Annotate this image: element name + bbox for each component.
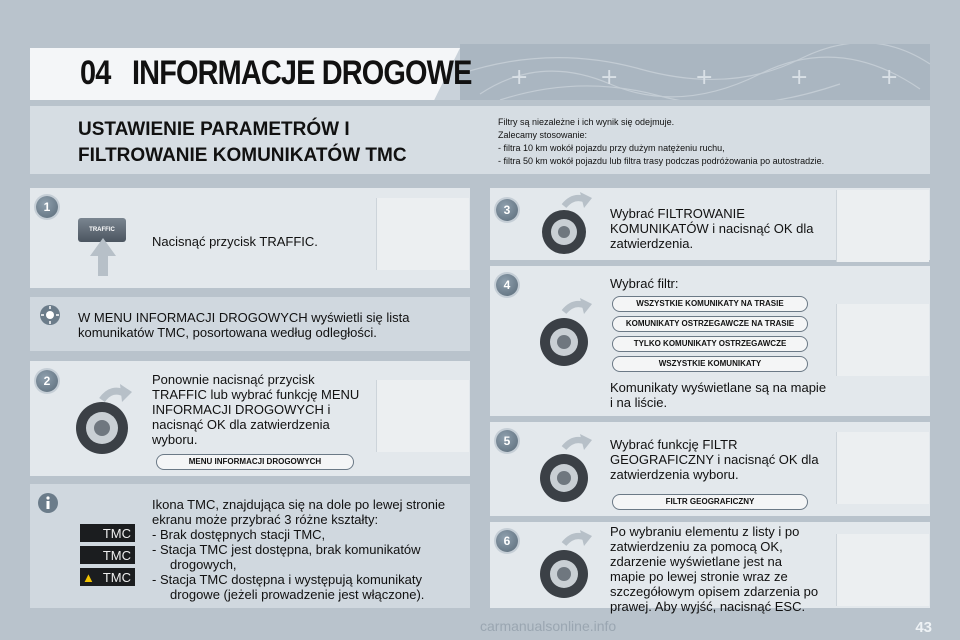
radio-device-illustration <box>376 380 469 452</box>
ok-knob-icon <box>534 190 594 258</box>
text-line: KOMUNIKATÓW i nacisnąć OK dla <box>610 221 814 236</box>
filter-option-pill[interactable]: WSZYSTKIE KOMUNIKATY <box>612 356 808 372</box>
ok-knob-icon <box>534 294 594 370</box>
info-text <box>152 497 462 602</box>
step-3-text <box>610 206 813 251</box>
step-2-text <box>152 372 359 447</box>
step-number-badge: 5 <box>496 430 518 452</box>
svg-text:+: + <box>510 65 529 90</box>
chapter-number: 04 <box>80 54 111 92</box>
subtitle-line: FILTROWANIE KOMUNIKATÓW TMC <box>78 145 407 166</box>
text-line: GEOGRAFICZNY i nacisnąć OK dla <box>610 452 819 467</box>
text-line: szczegółowym opisem zdarzenia po <box>610 584 819 599</box>
tmc-warning-icon <box>80 568 135 586</box>
text-line: zatwierdzeniu za pomocą OK, <box>610 539 783 554</box>
radio-device-illustration <box>836 534 929 606</box>
svg-text:+: + <box>695 65 714 90</box>
bullet-line: - Stacja TMC dostępna i występują komunikaty <box>152 572 422 587</box>
text-line: Komunikaty wyświetlane są na mapie <box>610 380 827 395</box>
filter-option-pill[interactable]: TYLKO KOMUNIKATY OSTRZEGAWCZE <box>612 336 808 352</box>
radio-device-illustration <box>836 304 929 376</box>
ok-knob-icon <box>72 378 132 458</box>
svg-text:+: + <box>880 65 899 90</box>
menu-option-pill[interactable]: MENU INFORMACJI DROGOWYCH <box>156 454 354 470</box>
note-line: Zalecamy stosowanie: <box>498 130 588 140</box>
section-subtitle <box>78 117 407 169</box>
warning-triangle-icon: ▲ <box>81 569 95 585</box>
text-line: ekranu może przybrać 3 różne kształty: <box>152 512 379 527</box>
text-line: Ponownie nacisnąć przycisk <box>152 372 315 387</box>
step-number-badge: 6 <box>496 530 518 552</box>
tmc-no-station-icon: TMC <box>80 524 135 542</box>
tip-line: komunikatów TMC, posortowana według odległości. <box>78 325 377 340</box>
step-6-text <box>610 524 818 614</box>
filter-option-pill[interactable]: KOMUNIKATY OSTRZEGAWCZE NA TRASIE <box>612 316 808 332</box>
text-line: zatwierdzenia wyboru. <box>610 467 739 482</box>
filter-option-pill[interactable]: WSZYSTKIE KOMUNIKATY NA TRASIE <box>612 296 808 312</box>
tmc-available-icon <box>80 546 135 564</box>
text-line: i na liście. <box>610 395 668 410</box>
text-line: mapie po lewej stronie wraz ze <box>610 569 788 584</box>
page-number: 43 <box>915 619 932 636</box>
text-line: wyboru. <box>152 432 198 447</box>
text-line: INFORMACJI DROGOWYCH i <box>152 402 331 417</box>
tip-text <box>78 310 410 340</box>
text-line: TRAFFIC lub wybrać funkcję MENU <box>152 387 360 402</box>
text-line: Po wybraniu elementu z listy i po <box>610 524 800 539</box>
note-line: Filtry są niezależne i ich wynik się odejmuje. <box>498 117 675 127</box>
ok-knob-icon <box>534 526 594 602</box>
svg-text:+: + <box>790 65 809 90</box>
text-line: Ikona TMC, znajdująca się na dole po lewej stronie <box>152 497 446 512</box>
radio-device-illustration <box>836 432 929 504</box>
ok-knob-icon <box>534 430 594 506</box>
lightbulb-icon <box>39 304 61 326</box>
text-line: Wybrać funkcję FILTR <box>610 437 738 452</box>
traffic-button[interactable]: TRAFFIC <box>78 218 126 242</box>
bullet-line: - Brak dostępnych stacji TMC, <box>152 527 326 542</box>
page-title: INFORMACJE DROGOWE <box>132 54 472 92</box>
bullet-line: drogowych, <box>152 557 237 572</box>
text-line: zdarzenie wyświetlane jest na <box>610 554 782 569</box>
watermark: carmanualsonline.info <box>480 618 617 634</box>
tip-line: W MENU INFORMACJI DROGOWYCH wyświetli się lista <box>78 310 410 325</box>
arrow-up-icon <box>90 238 116 276</box>
radio-device-illustration <box>376 198 469 270</box>
filter-notes <box>498 116 824 168</box>
step-number-badge: 3 <box>496 199 518 221</box>
note-line: - filtra 10 km wokół pojazdu przy dużym natężeniu ruchu, <box>498 143 725 153</box>
header-map-decoration <box>460 44 930 100</box>
step-4-text: Wybrać filtr: <box>610 276 679 291</box>
bullet-line: drogowe (jeżeli prowadzenie jest włączone). <box>152 587 425 602</box>
filter-geographic-pill[interactable]: FILTR GEOGRAFICZNY <box>612 494 808 510</box>
note-line: - filtra 50 km wokół pojazdu lub filtra trasy podczas podróżowania po autostradzie. <box>498 156 825 166</box>
text-line: zatwierdzenia. <box>610 236 694 251</box>
text-line: Wybrać FILTROWANIE <box>610 206 745 221</box>
step-number-badge: 1 <box>36 196 58 218</box>
tmc-label: TMC <box>102 547 131 563</box>
text-line: prawej. Aby wyjść, nacisnąć ESC. <box>610 599 806 614</box>
step-number-badge: 2 <box>36 370 58 392</box>
step-1-text: Nacisnąć przycisk TRAFFIC. <box>152 234 318 249</box>
svg-text:+: + <box>600 65 619 90</box>
subtitle-line: USTAWIENIE PARAMETRÓW I <box>78 119 350 140</box>
info-icon <box>37 492 59 514</box>
step-number-badge: 4 <box>496 274 518 296</box>
tmc-icon-list <box>80 524 135 586</box>
text-line: nacisnąć OK dla zatwierdzenia <box>152 417 330 432</box>
map-contour-graphic <box>460 44 930 100</box>
bullet-line: - Stacja TMC jest dostępna, brak komunikatów <box>152 542 421 557</box>
radio-device-illustration <box>836 190 929 262</box>
step-5-text <box>610 437 819 482</box>
tmc-label: TMC <box>102 569 131 585</box>
step-4-after-text <box>610 380 826 410</box>
